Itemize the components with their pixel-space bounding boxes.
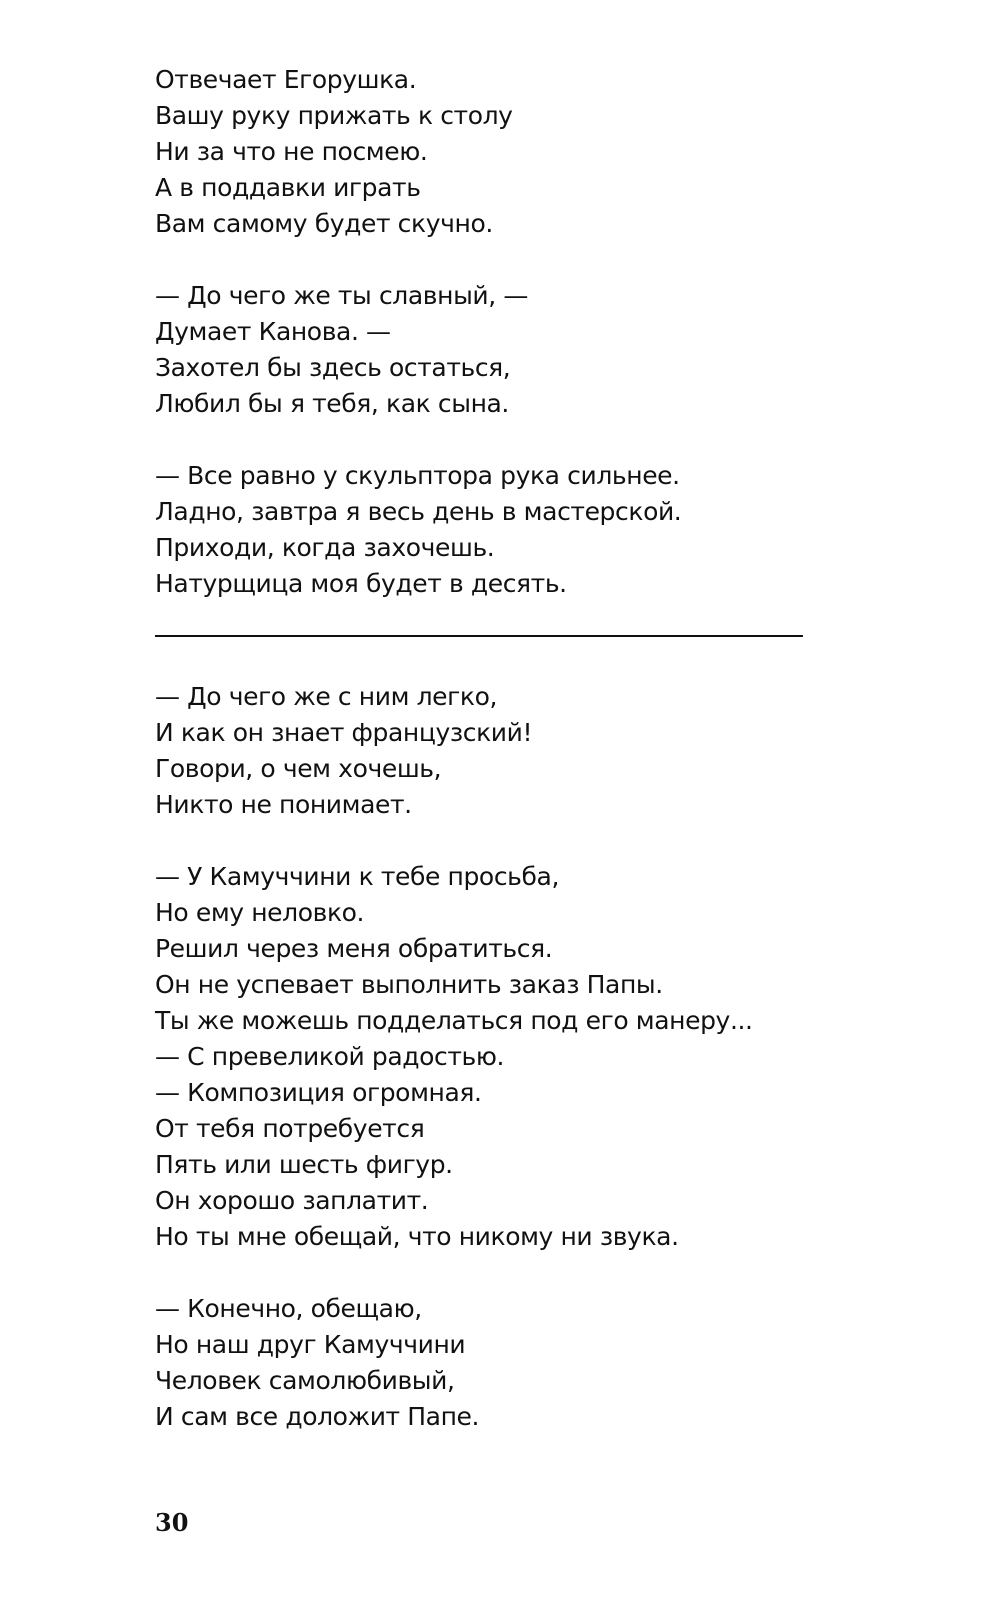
- poem-line: От тебя потребуется: [155, 1114, 425, 1143]
- poem-line: Пять или шесть фигур.: [155, 1150, 453, 1179]
- poem-line: — Все равно у скульптора рука сильнее.: [155, 461, 680, 490]
- poem-line: Человек самолюбивый,: [155, 1366, 455, 1395]
- stanza-gap: [155, 823, 835, 859]
- poem-line: Захотел бы здесь остаться,: [155, 353, 511, 382]
- stanza: [155, 458, 835, 602]
- stanza: [155, 62, 835, 242]
- poem-line: И как он знает французский!: [155, 718, 533, 747]
- poem-line: Ни за что не посмею.: [155, 137, 428, 166]
- poem-section-top: [155, 62, 835, 602]
- spacer: [155, 602, 835, 635]
- poem-column: [155, 62, 835, 1435]
- poem-line: — До чего же ты славный, —: [155, 281, 528, 310]
- poem-line: Ты же можешь подделаться под его манеру...: [155, 1006, 753, 1035]
- poem-line: Вам самому будет скучно.: [155, 209, 493, 238]
- stanza: [155, 859, 835, 1255]
- page-number: 30: [155, 1508, 189, 1537]
- poem-line: — До чего же с ним легко,: [155, 682, 498, 711]
- poem-line: — У Камуччини к тебе просьба,: [155, 862, 559, 891]
- poem-line: Но ему неловко.: [155, 898, 365, 927]
- stanza: [155, 679, 835, 823]
- poem-line: Любил бы я тебя, как сына.: [155, 389, 509, 418]
- poem-line: Но наш друг Камуччини: [155, 1330, 466, 1359]
- poem-line: Приходи, когда захочешь.: [155, 533, 495, 562]
- poem-line: — С превеликой радостью.: [155, 1042, 505, 1071]
- stanza: [155, 1291, 835, 1435]
- poem-line: Думает Канова. —: [155, 317, 391, 346]
- stanza: [155, 278, 835, 422]
- poem-line: Он не успевает выполнить заказ Папы.: [155, 970, 663, 999]
- poem-line: Натурщица моя будет в десять.: [155, 569, 567, 598]
- poem-line: Решил через меня обратиться.: [155, 934, 553, 963]
- stanza-gap: [155, 422, 835, 458]
- poem-line: А в поддавки играть: [155, 173, 421, 202]
- poem-line: Он хорошо заплатит.: [155, 1186, 429, 1215]
- poem-line: — Композиция огромная.: [155, 1078, 482, 1107]
- poem-line: Отвечает Егорушка.: [155, 65, 417, 94]
- poem-section-bottom: [155, 679, 835, 1435]
- poem-line: Говори, о чем хочешь,: [155, 754, 442, 783]
- poem-line: — Конечно, обещаю,: [155, 1294, 422, 1323]
- poem-line: Ладно, завтра я весь день в мастерской.: [155, 497, 682, 526]
- poem-line: Но ты мне обещай, что никому ни звука.: [155, 1222, 679, 1251]
- stanza-gap: [155, 1255, 835, 1291]
- stanza-gap: [155, 242, 835, 278]
- poem-line: Вашу руку прижать к столу: [155, 101, 513, 130]
- poem-line: И сам все доложит Папе.: [155, 1402, 480, 1431]
- spacer: [155, 637, 835, 679]
- poem-line: Никто не понимает.: [155, 790, 412, 819]
